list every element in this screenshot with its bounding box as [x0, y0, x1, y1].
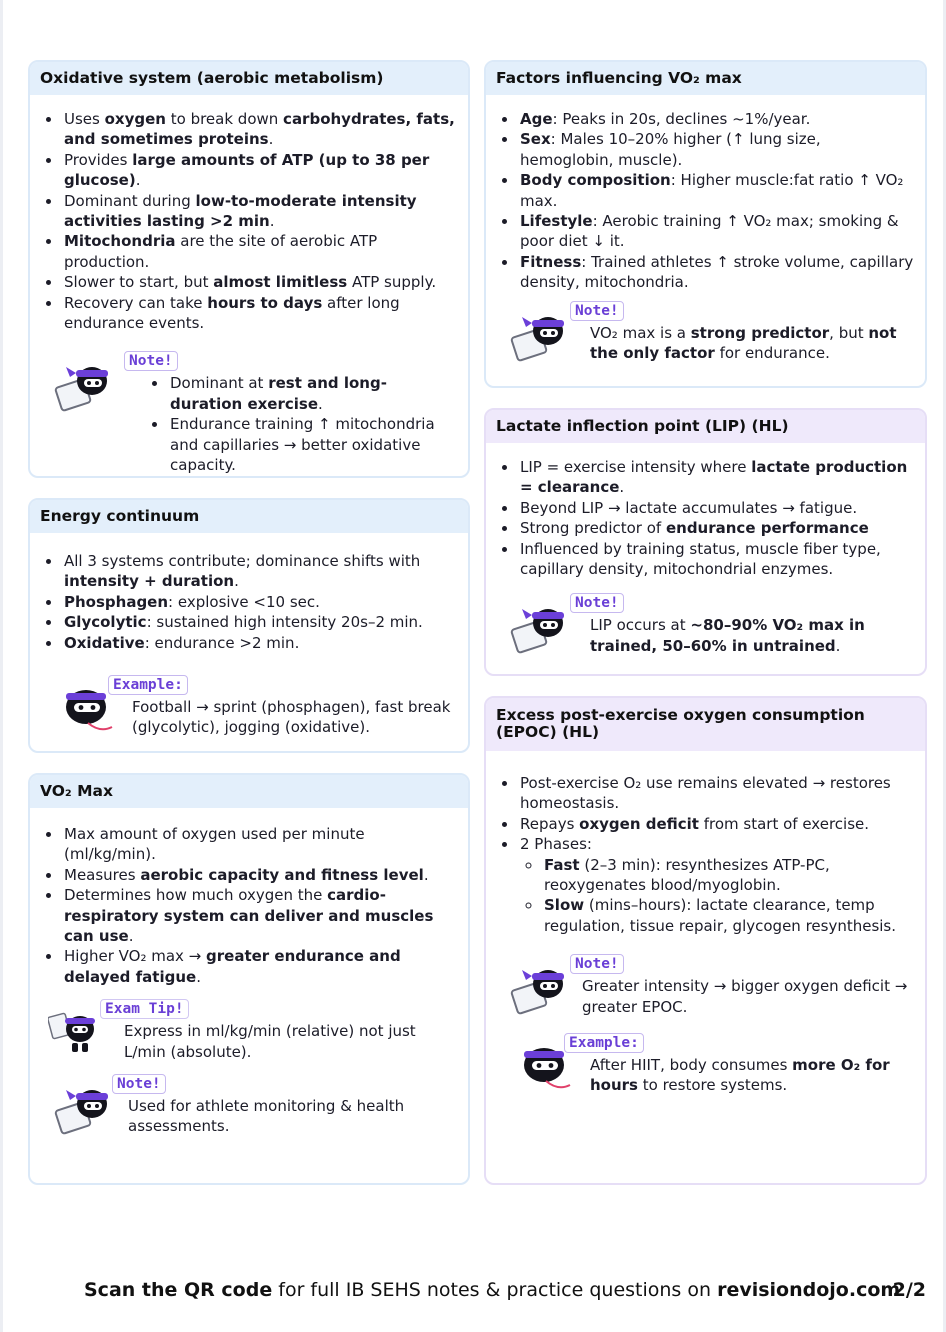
list-item: [62, 191, 458, 232]
list-item: [62, 293, 458, 334]
bold-text: Mitochondria: [64, 232, 176, 251]
footer-site-link[interactable]: revisiondojo.com: [717, 1279, 901, 1301]
list-item: [62, 109, 458, 150]
bold-text: more O₂ for hours: [590, 1056, 890, 1095]
text: (mins–hours): lactate clearance, temp regulation, tissue repair, glycogen resynthesis.: [544, 896, 897, 935]
text: (2–3 min): resynthesizes ATP-PC, reoxygenates blood/myoglobin.: [544, 855, 830, 895]
text: Express in ml/kg/min (relative) not just L/min (absolute).: [124, 1022, 416, 1061]
vo2max-note: [40, 1074, 458, 1137]
bold-text: not the only factor: [590, 323, 897, 363]
text: After HIIT, body consumes: [590, 1056, 793, 1075]
oxidative-title: Oxidative system (aerobic metabolism): [30, 62, 468, 95]
list-item: [518, 498, 915, 518]
text: Provides: [64, 150, 133, 169]
bold-text: Oxidative: [64, 633, 145, 652]
list-item: [62, 551, 458, 592]
bold-text: strong predictor: [690, 323, 830, 342]
ninja-tablet-mascot-icon: [510, 309, 572, 365]
text: Post-exercise O₂ use remains elevated → restores homeostasis.: [520, 774, 891, 813]
text: .: [234, 572, 239, 591]
lactate-title: Lactate inflection point (LIP) (HL): [486, 410, 925, 443]
bold-text: intensity + duration: [64, 572, 235, 591]
vo2max-title: VO₂ Max: [30, 775, 468, 808]
example-tag: Example:: [108, 675, 188, 695]
energy-title: Energy continuum: [30, 500, 468, 533]
oxidative-list: [40, 109, 458, 333]
text: Dominant at: [170, 374, 269, 393]
text: : Higher muscle:fat ratio ↑ VO₂ max.: [520, 171, 904, 210]
factors-card: [484, 60, 927, 388]
footer-qr-text: Scan the QR code: [84, 1279, 273, 1301]
list-item: [542, 855, 915, 896]
list-item: [518, 252, 915, 293]
text: Slower to start, but: [64, 273, 214, 292]
vo2max-note-text: [128, 1074, 458, 1137]
epoc-note-text: [582, 954, 915, 1017]
text: , but: [829, 323, 869, 342]
text: All 3 systems contribute; dominance shifts with: [64, 552, 421, 570]
note-tag: Note!: [570, 593, 624, 613]
oxidative-body: [30, 95, 468, 478]
bold-text: Fast: [544, 855, 580, 874]
lactate-list: [496, 457, 915, 579]
text: .: [423, 865, 429, 884]
example-tag: Example:: [564, 1033, 644, 1053]
text: .: [196, 967, 201, 986]
text: .: [835, 636, 841, 655]
vo2max-card: [28, 773, 470, 1185]
note-tag: Note!: [570, 954, 624, 974]
oxidative-card: [28, 60, 470, 478]
text: Uses: [64, 110, 105, 128]
list-item: [62, 231, 458, 272]
bold-text: hours to days: [207, 293, 323, 312]
list-item: [542, 895, 915, 936]
bold-text: carbohydrates, fats, and sometimes proteins: [64, 110, 455, 149]
ninja-tablet-mascot-icon: [54, 359, 116, 415]
bold-text: Slow: [544, 896, 585, 915]
list-item: [518, 518, 915, 538]
bold-text: aerobic capacity and fitness level: [140, 865, 424, 884]
text: Dominant during: [64, 191, 196, 210]
text: LIP occurs at: [590, 616, 691, 635]
text: Football → sprint (phosphagen), fast break (glycolytic), jogging (oxidative).: [132, 698, 451, 737]
vo2max-body: [30, 808, 468, 1147]
list-item: [168, 373, 458, 414]
lactate-note: [496, 593, 915, 656]
bold-text: Fitness: [520, 252, 582, 271]
text: Strong predictor of: [520, 519, 666, 538]
text: Recovery can take: [64, 293, 208, 312]
epoc-title: Excess post-exercise oxygen consumption (EPOC) (HL): [486, 698, 925, 751]
list-item: [518, 814, 915, 834]
energy-body: [30, 533, 468, 748]
note-tag: Note!: [124, 351, 178, 371]
bold-text: Sex: [520, 130, 551, 149]
factors-list: [496, 109, 915, 293]
list-item: [518, 170, 915, 211]
bold-text: oxygen deficit: [579, 814, 699, 833]
exam-tip-tag: Exam Tip!: [100, 999, 189, 1019]
text: Higher VO₂ max →: [64, 947, 207, 966]
list-item: [518, 834, 915, 854]
text: ATP supply.: [347, 273, 437, 292]
list-item: [518, 211, 915, 252]
text: : Aerobic training ↑ VO₂ max; smoking & poor diet ↓ it.: [520, 212, 899, 251]
text: Measures: [64, 865, 141, 884]
bold-text: large amounts of ATP (up to 38 per glucose): [64, 150, 430, 190]
footer: [84, 1277, 926, 1303]
list-item: [518, 773, 915, 814]
list-item: [518, 129, 915, 170]
bold-text: oxygen: [104, 110, 166, 128]
footer-middle-text: for full IB SEHS notes & practice questions on: [272, 1279, 718, 1301]
text: .: [268, 130, 274, 149]
oxidative-note: [40, 351, 458, 475]
text: : endurance >2 min.: [144, 633, 300, 652]
energy-list: [40, 551, 458, 653]
text: to break down: [165, 110, 284, 128]
text: .: [128, 927, 134, 946]
list-item: [518, 109, 915, 129]
text: Determines how much oxygen the: [64, 886, 328, 905]
text: Influenced by training status, muscle fiber type, capillary density, mitochondrial enzymes.: [520, 539, 881, 579]
list-item: [62, 592, 458, 612]
epoc-note: [496, 954, 915, 1017]
text: : Trained athletes ↑ stroke volume, capillary density, mitochondria.: [520, 252, 914, 292]
text: : Peaks in 20s, declines ~1%/year.: [552, 110, 811, 128]
text: Greater intensity → bigger oxygen deficit → greater EPOC.: [582, 977, 908, 1016]
bold-text: low-to-moderate intensity activities lasting >2 min: [64, 191, 417, 231]
bold-text: rest and long-duration exercise: [170, 374, 387, 413]
bold-text: greater endurance and delayed fatigue: [64, 947, 401, 986]
vo2max-tip: [40, 999, 458, 1062]
bold-text: Phosphagen: [64, 592, 169, 611]
factors-body: [486, 95, 925, 373]
ninja-tablet-mascot-icon: [510, 601, 572, 657]
epoc-card: [484, 696, 927, 1185]
note-tag: Note!: [570, 301, 624, 321]
ninja-tablet-mascot-icon: [510, 962, 572, 1018]
lactate-body: [486, 443, 925, 666]
vo2max-list: [40, 824, 458, 987]
bold-text: lactate production = clearance: [520, 458, 908, 497]
bold-text: Glycolytic: [64, 613, 147, 632]
text: VO₂ max is a: [590, 323, 691, 342]
list-item: [168, 414, 458, 475]
text: .: [619, 478, 625, 497]
bold-text: ~80–90% VO₂ max in trained, 50–60% in untrained: [590, 616, 865, 655]
list-item: [518, 457, 915, 498]
factors-title: Factors influencing VO₂ max: [486, 62, 925, 95]
text: .: [318, 394, 323, 413]
factors-note: [496, 301, 915, 364]
text: : Males 10–20% higher (↑ lung size, hemoglobin, muscle).: [520, 130, 821, 169]
text: Used for athlete monitoring & health assessments.: [128, 1097, 405, 1136]
list-item: [62, 946, 458, 987]
epoc-body: [486, 751, 925, 1106]
text: to restore systems.: [638, 1076, 788, 1095]
text: are the site of aerobic ATP production.: [64, 232, 378, 271]
text: Max amount of oxygen used per minute (ml/kg/min).: [64, 825, 365, 864]
text: Endurance training ↑ mitochondria and capillaries → better oxidative capacity.: [170, 415, 435, 475]
bold-text: Age: [520, 110, 553, 128]
lactate-note-text: [590, 593, 915, 656]
list-item: [62, 272, 458, 292]
text: .: [135, 171, 141, 190]
bold-text: Lifestyle: [520, 212, 593, 231]
text: Repays: [520, 814, 580, 833]
text: Beyond LIP → lactate accumulates → fatigue.: [520, 498, 858, 517]
bold-text: Body composition: [520, 171, 671, 190]
text: 2 Phases:: [520, 835, 592, 854]
text: LIP = exercise intensity where: [520, 458, 752, 476]
text: from start of exercise.: [698, 814, 870, 833]
epoc-phase-list: [518, 855, 915, 937]
energy-card: [28, 498, 470, 753]
bold-text: cardio-respiratory system can deliver and muscles can use: [64, 886, 434, 946]
list-item: [62, 612, 458, 632]
list-item: [62, 885, 458, 946]
lactate-card: [484, 408, 927, 676]
text: .: [269, 212, 275, 231]
note-tag: Note!: [112, 1074, 166, 1094]
page-number: 2/2: [892, 1279, 926, 1301]
list-item: [518, 539, 915, 580]
epoc-example: [496, 1033, 915, 1096]
text: : sustained high intensity 20s–2 min.: [146, 613, 423, 632]
list-item: [62, 633, 458, 653]
bold-text: endurance performance: [665, 519, 869, 538]
list-item: [62, 824, 458, 865]
text: : explosive <10 sec.: [168, 592, 320, 611]
bold-text: almost limitless: [213, 273, 348, 292]
list-item: [62, 865, 458, 885]
epoc-list: [496, 773, 915, 855]
list-item: [62, 150, 458, 191]
text: for endurance.: [714, 344, 830, 363]
factors-note-text: [590, 301, 915, 364]
text: after long endurance events.: [64, 293, 400, 333]
ninja-tablet-mascot-icon: [54, 1082, 116, 1138]
energy-example: [40, 675, 458, 738]
